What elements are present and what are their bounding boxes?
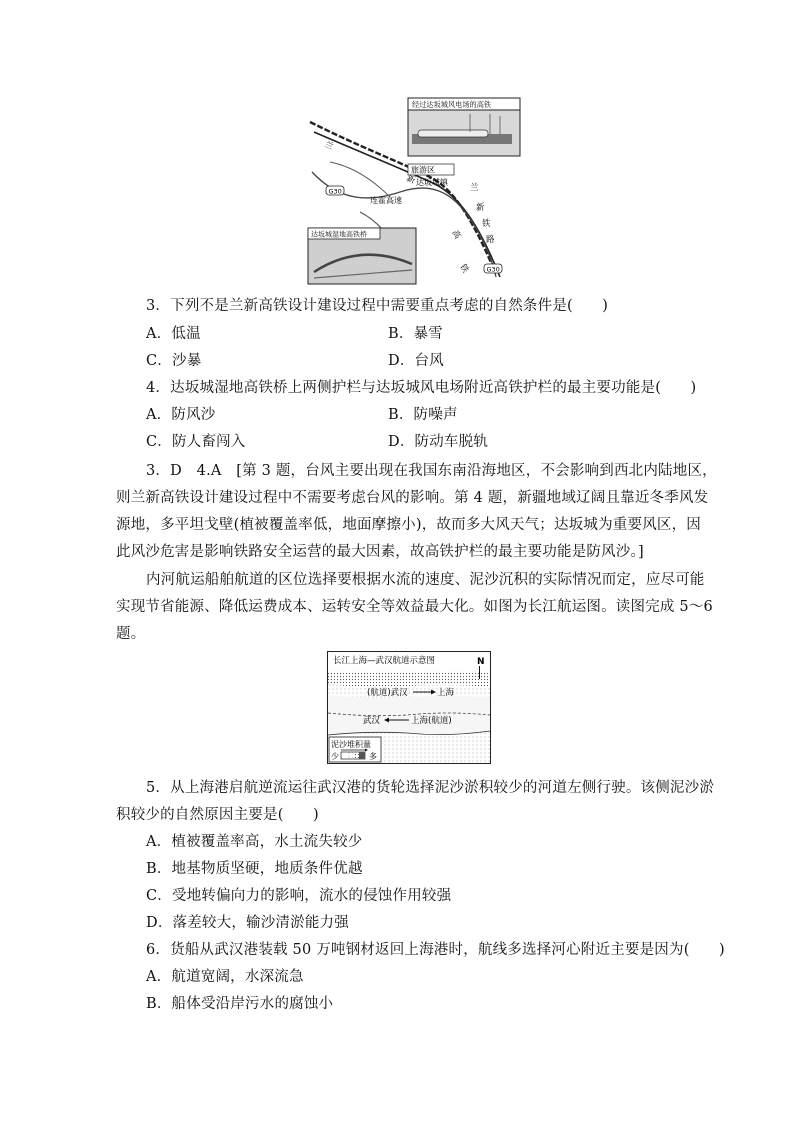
svg-text:达坂城镇: 达坂城镇 (416, 178, 448, 187)
photo-wetland-bridge (308, 228, 416, 284)
legend-title: 泥沙堆积量 (331, 740, 371, 749)
q4-option-c: C．防人畜闯入 (146, 434, 246, 450)
fig2-title: 长江上海—武汉航道示意图 (333, 656, 436, 666)
svg-text:G30: G30 (328, 187, 342, 196)
svg-text:旅游区: 旅游区 (411, 165, 435, 175)
svg-text:兰: 兰 (322, 139, 335, 153)
svg-text:连霍高速: 连霍高速 (370, 196, 402, 205)
answer-34-line4: 此风沙危害是影响铁路安全运营的最大因素，故高铁护栏的最主要功能是防风沙。] (116, 544, 644, 560)
q5-option-a: A．植被覆盖率高，水土流失较少 (146, 834, 363, 850)
intro-56-line1: 内河航运船舶航道的区位选择要根据水流的速度、泥沙沉积的实际情况而定，应尽可能 (146, 572, 705, 588)
svg-text:铁: 铁 (457, 262, 471, 275)
q4-option-b: B．防噪声 (388, 407, 458, 423)
q4-option-d: D．防动车脱轨 (388, 434, 489, 450)
north-label: N (477, 657, 485, 667)
railway-map-figure (300, 92, 528, 287)
upper-dest-label: 上海 (437, 688, 455, 698)
q5-stem-line1: 5．从上海港启航逆流运往武汉港的货轮选择泥沙淤积较少的河道左侧行驶。该侧泥沙淤 (146, 780, 715, 796)
q3-option-d: D．台风 (388, 353, 444, 369)
answer-34-line3: 源地，多平坦戈壁(植被覆盖率低，地面摩擦小)，故而多大风天气；达坂城为重要风区，因 (116, 517, 702, 533)
svg-text:达坂城湿地高铁桥: 达坂城湿地高铁桥 (311, 230, 367, 239)
photo-wind-farm (408, 98, 520, 156)
answer-34-line1: 3．D 4.A [第 3 题，台风主要出现在我国东南沿海地区，不会影响到西北内陆地区， (146, 463, 717, 479)
intro-56-line3: 题。 (116, 626, 146, 642)
svg-text:兰: 兰 (470, 183, 479, 193)
svg-text:经过达坂城风电场的高铁: 经过达坂城风电场的高铁 (412, 100, 492, 109)
yangtze-route-figure (327, 651, 491, 764)
q4-option-a: A．防风沙 (146, 407, 216, 423)
q5-option-c: C．受地转偏向力的影响，流水的侵蚀作用较强 (146, 888, 452, 904)
lower-dest-label: 上海(航道) (411, 716, 452, 726)
q3-option-a: A．低温 (146, 326, 201, 342)
svg-text:G30: G30 (486, 265, 500, 274)
q3-option-b: B．暴雪 (388, 326, 443, 342)
svg-text:新: 新 (476, 203, 485, 213)
q5-stem-line2: 积较少的自然原因主要是( ) (116, 807, 319, 823)
legend-low: 少 (331, 752, 339, 761)
q6-option-b: B．船体受沿岸污水的腐蚀小 (146, 996, 334, 1012)
q4-stem: 4．达坂城湿地高铁桥上两侧护栏与达坂城风电场附近高铁护栏的最主要功能是( ) (146, 380, 697, 396)
svg-text:铁: 铁 (482, 219, 491, 229)
q6-stem: 6．货船从武汉港装载 50 万吨钢材返回上海港时，航线多选择河心附近主要是因为( ) (146, 942, 725, 958)
q3-option-c: C．沙暴 (146, 353, 202, 369)
svg-text:新: 新 (404, 173, 417, 187)
q5-option-d: D．落差较大，输沙清淤能力强 (146, 915, 349, 931)
intro-56-line2: 实现节省能源、降低运费成本、运转安全等效益最大化。如图为长江航运图。读图完成 5～6 (116, 599, 713, 615)
q3-stem: 3．下列不是兰新高铁设计建设过程中需要重点考虑的自然条件是( ) (146, 298, 609, 314)
q5-option-b: B．地基物质坚硬，地质条件优越 (146, 861, 363, 877)
svg-text:路: 路 (486, 235, 495, 245)
upper-route-label: (航道)武汉 (367, 688, 408, 698)
svg-text:高: 高 (449, 228, 463, 241)
answer-34-line2: 则兰新高铁设计建设过程中不需要考虑台风的影响。第 4 题，新疆地域辽阔且靠近冬季风发 (116, 490, 709, 506)
lower-route-label: 武汉 (363, 716, 381, 726)
legend-high: 多 (369, 752, 377, 761)
q6-option-a: A．航道宽阔，水深流急 (146, 969, 304, 985)
